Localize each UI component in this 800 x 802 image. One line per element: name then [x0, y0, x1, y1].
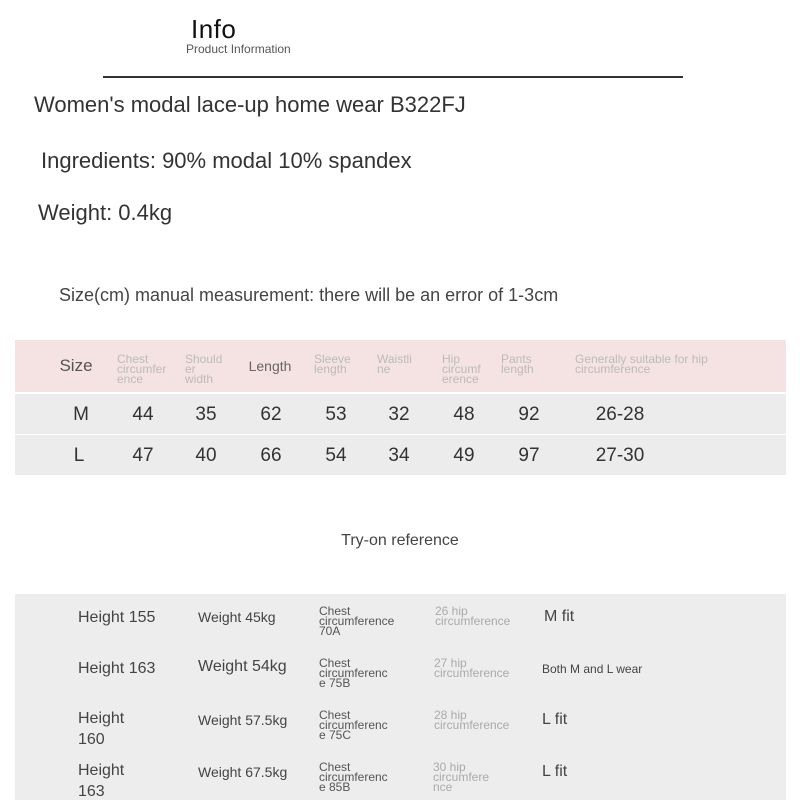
size-row-l [15, 435, 786, 475]
tryon-weight: Weight 57.5kg [198, 712, 288, 728]
cell-size: M [73, 404, 89, 425]
cell-shoulder: 35 [195, 404, 217, 425]
cell-suitable: 27-30 [595, 445, 645, 466]
cell-sleeve: 53 [325, 404, 347, 425]
info-subtitle: Product Information [186, 42, 291, 56]
size-table [15, 340, 786, 475]
tryon-height: Height 163 [78, 660, 156, 677]
cell-size: L [73, 445, 85, 466]
header-sleeve: Sleeve length [314, 352, 351, 376]
tryon-hip: 30 hip circumfere nce [433, 760, 490, 794]
info-title: Info [191, 14, 237, 44]
cell-length: 66 [260, 445, 282, 466]
tryon-chest: Chest circumferenc e 75C [319, 708, 388, 742]
size-row-m [15, 394, 786, 434]
header-hip: Hip circumf erence [442, 352, 481, 386]
cell-chest: 44 [132, 404, 154, 425]
tryon-height: Height 163 [78, 762, 125, 800]
tryon-chest: Chest circumferenc e 75B [319, 656, 388, 690]
tryon-height: Height 155 [78, 609, 156, 626]
cell-pants: 97 [518, 445, 540, 466]
tryon-hip: 28 hip circumference [434, 708, 510, 732]
cell-waist: 34 [388, 445, 410, 466]
cell-length: 62 [260, 404, 282, 425]
product-weight: Weight: 0.4kg [38, 200, 173, 225]
cell-suitable: 26-28 [595, 404, 645, 425]
cell-sleeve: 54 [325, 445, 347, 466]
tryon-height: Height 160 [78, 710, 125, 748]
size-table-header [15, 340, 786, 392]
cell-pants: 92 [518, 404, 540, 425]
cell-chest: 47 [132, 445, 154, 466]
header-pants: Pants length [501, 352, 534, 376]
tryon-weight: Weight 67.5kg [198, 764, 288, 780]
tryon-chest: Chest circumference 70A [319, 604, 395, 638]
tryon-table [15, 594, 786, 800]
cell-waist: 32 [388, 404, 410, 425]
tryon-hip: 27 hip circumference [434, 656, 510, 680]
tryon-weight: Weight 45kg [198, 609, 276, 625]
header-shoulder: Should er width [185, 352, 223, 386]
tryon-title: Try-on reference [341, 532, 459, 549]
size-note: Size(cm) manual measurement: there will be an error of 1-3cm [59, 285, 559, 305]
cell-hip: 48 [453, 404, 475, 425]
header-divider [103, 76, 683, 78]
tryon-hip: 26 hip circumference [435, 604, 511, 628]
header-chest: Chest circumfer ence [117, 352, 167, 386]
product-name: Women's modal lace-up home wear B322FJ [34, 92, 466, 117]
cell-hip: 49 [453, 445, 475, 466]
product-ingredients: Ingredients: 90% modal 10% spandex [41, 148, 412, 173]
tryon-weight: Weight 54kg [198, 658, 287, 675]
cell-shoulder: 40 [195, 445, 217, 466]
tryon-chest: Chest circumferenc e 85B [319, 760, 388, 794]
header-waist: Waistli ne [377, 352, 412, 376]
header-length: Length [248, 358, 292, 374]
tryon-fit: L fit [542, 763, 568, 780]
tryon-fit: Both M and L wear [542, 662, 643, 676]
tryon-fit: L fit [542, 711, 568, 728]
header-suitable: Generally suitable for hip circumference [575, 352, 708, 376]
tryon-fit: M fit [544, 608, 575, 625]
header-size: Size [59, 356, 93, 375]
